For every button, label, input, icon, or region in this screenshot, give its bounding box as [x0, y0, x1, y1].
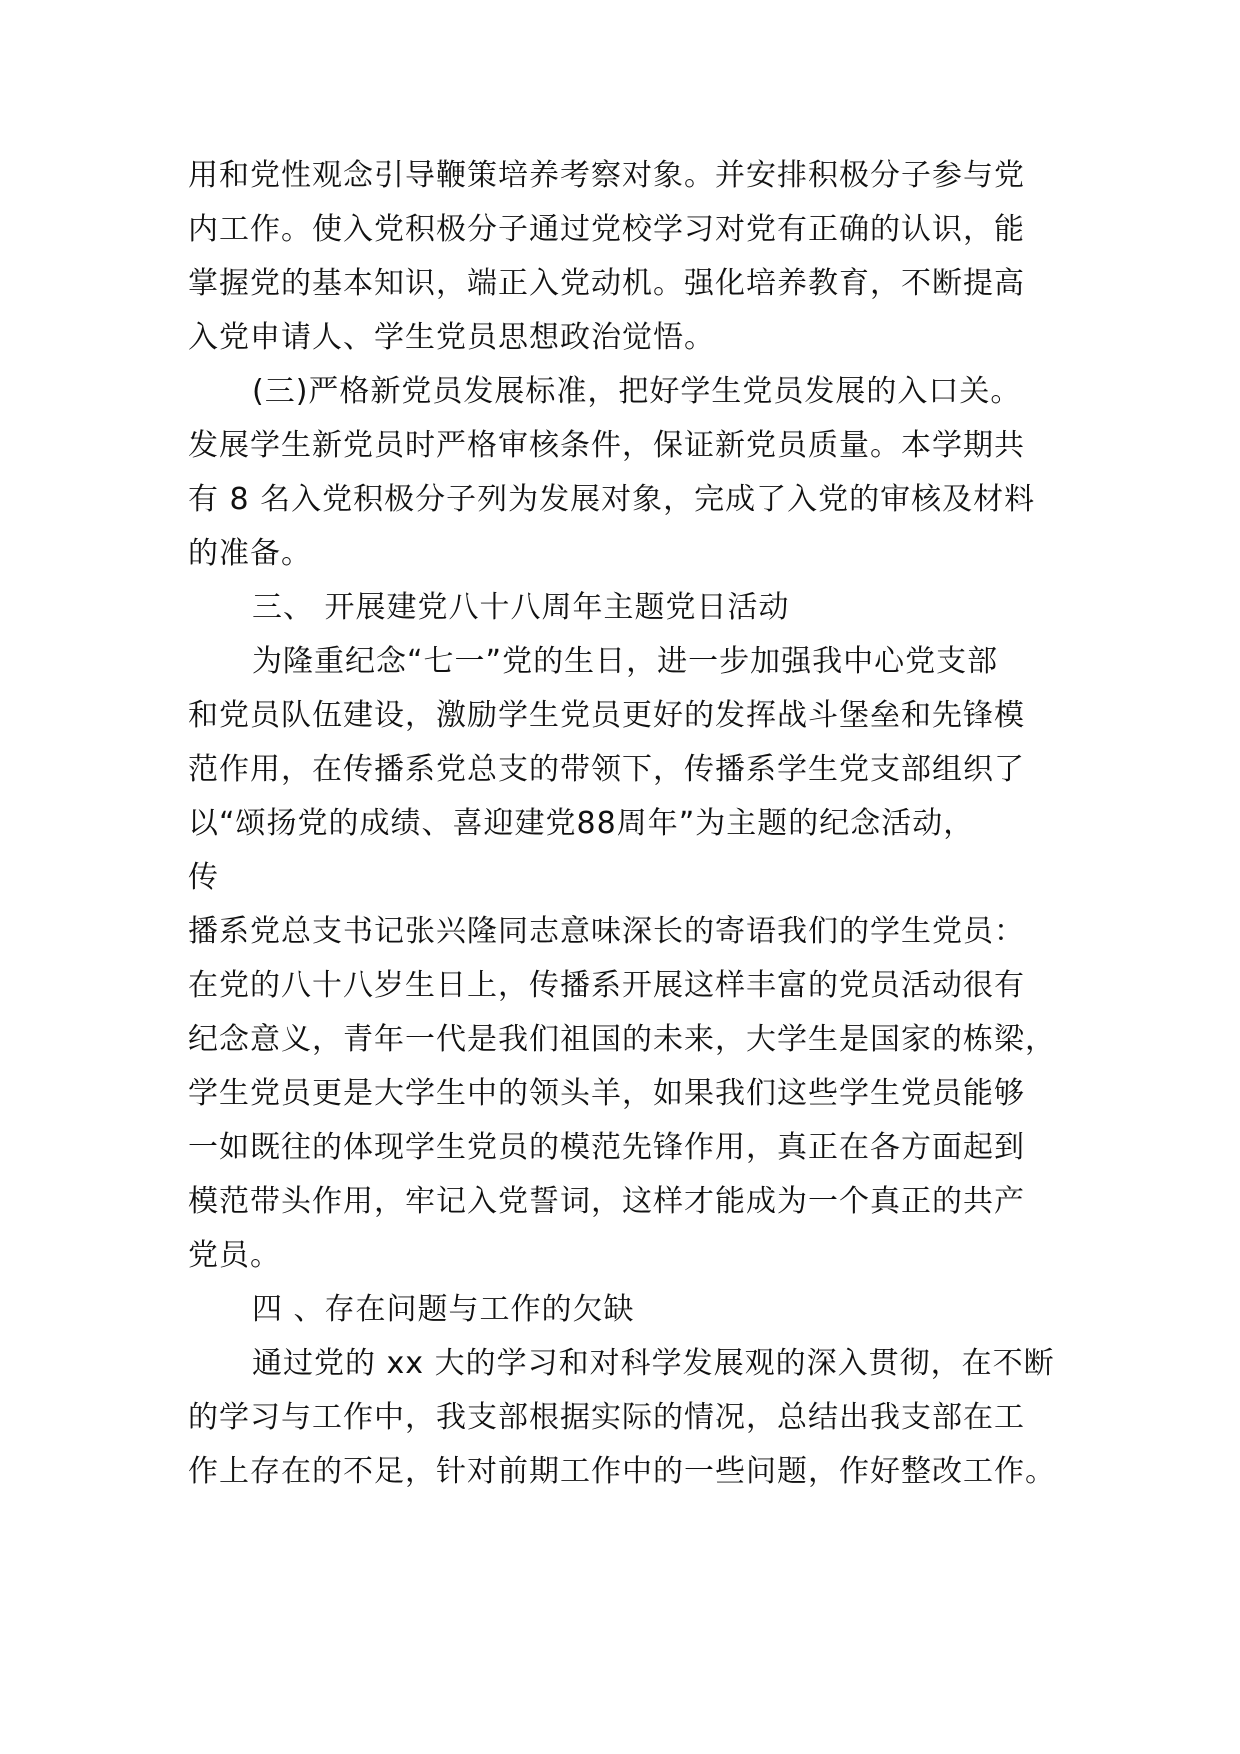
- text-line-21: 党员。: [188, 1238, 281, 1273]
- text-line-25: 作上存在的不足，针对前期工作中的一些问题，作好整改工作。: [188, 1454, 1056, 1489]
- text-line-18: 学生党员更是大学生中的领头羊，如果我们这些学生党员能够: [188, 1076, 1025, 1111]
- text-line-17: 纪念意义，青年一代是我们祖国的未来，大学生是国家的栋梁，: [188, 1022, 1056, 1057]
- text-line-13: 以“颂扬党的成绩、喜迎建党88周年”为主题的纪念活动，: [188, 806, 975, 841]
- text-line-19: 一如既往的体现学生党员的模范先锋作用，真正在各方面起到: [188, 1130, 1025, 1165]
- text-line-6: 发展学生新党员时严格审核条件，保证新党员质量。本学期共: [188, 428, 1025, 463]
- text-line-16: 在党的八十八岁生日上，传播系开展这样丰富的党员活动很有: [188, 968, 1025, 1003]
- text-line-15: 播系党总支书记张兴隆同志意味深长的寄语我们的学生党员：: [188, 914, 1025, 949]
- text-line-14: 传: [188, 860, 219, 895]
- text-line-3: 掌握党的基本知识，端正入党动机。强化培养教育，不断提高: [188, 266, 1025, 301]
- text-line-20: 模范带头作用，牢记入党誓词，这样才能成为一个真正的共产: [188, 1184, 1025, 1219]
- text-line-4: 入党申请人、学生党员思想政治觉悟。: [188, 320, 715, 355]
- text-line-1: 用和党性观念引导鞭策培养考察对象。并安排积极分子参与党: [188, 158, 1025, 193]
- text-line-10: 为隆重纪念“七一”党的生日，进一步加强我中心党支部: [252, 644, 999, 679]
- text-line-7: 有 8 名入党积极分子列为发展对象，完成了入党的审核及材料: [188, 482, 1036, 517]
- section-heading-3-sub: (三)严格新党员发展标准，把好学生党员发展的入口关。: [252, 374, 1022, 409]
- section-heading-3: 三、 开展建党八十八周年主题党日活动: [252, 590, 790, 625]
- section-heading-4: 四 、存在问题与工作的欠缺: [252, 1292, 635, 1327]
- text-line-24: 的学习与工作中，我支部根据实际的情况，总结出我支部在工: [188, 1400, 1025, 1435]
- text-line-23: 通过党的 xx 大的学习和对科学发展观的深入贯彻，在不断: [252, 1346, 1055, 1381]
- text-line-8: 的准备。: [188, 536, 312, 571]
- text-line-2: 内工作。使入党积极分子通过党校学习对党有正确的认识，能: [188, 212, 1025, 247]
- text-line-11: 和党员队伍建设，激励学生党员更好的发挥战斗堡垒和先锋模: [188, 698, 1025, 733]
- text-line-12: 范作用，在传播系党总支的带领下，传播系学生党支部组织了: [188, 752, 1025, 787]
